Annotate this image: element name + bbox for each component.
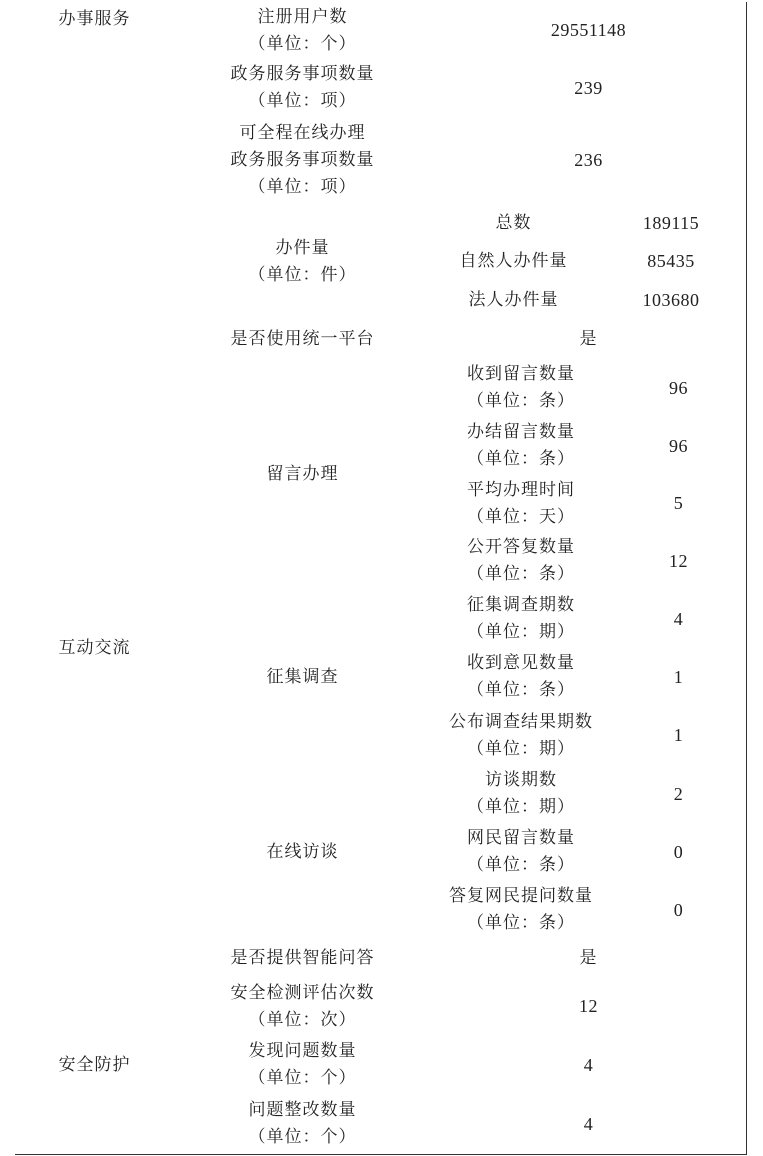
cell-text: 是 <box>579 947 598 968</box>
cell-text: （单位：条） <box>467 855 575 875</box>
cell-text: （单位：个） <box>248 1127 357 1147</box>
cell-text: 法人办件量 <box>468 290 559 310</box>
cell-text: （单位：项） <box>248 91 357 111</box>
cell-text: 是否提供智能问答 <box>230 947 375 968</box>
cell-text: 4 <box>583 1113 594 1134</box>
cell-text: （单位：期） <box>467 738 575 759</box>
cell-text: （单位：条） <box>467 913 575 933</box>
cell-text: 安全防护 <box>58 1055 131 1075</box>
cell-text: （单位：期） <box>467 622 575 642</box>
messages-completed-value <box>611 417 747 476</box>
cell-text: 是 <box>579 329 598 349</box>
messages-public-replies-value <box>611 532 747 591</box>
cell-text: 4 <box>673 608 684 629</box>
cell-text: 0 <box>673 899 684 920</box>
cell-text: 29551148 <box>550 20 627 40</box>
cell-text: 公开答复数量 <box>467 537 575 557</box>
survey-results-value <box>611 706 747 766</box>
cell-text: 在线访谈 <box>266 841 339 862</box>
volume-total-label <box>431 204 597 243</box>
interview-answers-value <box>611 881 747 940</box>
cell-text: 是否使用统一平台 <box>230 329 375 349</box>
cell-text: （单位：项） <box>248 177 357 197</box>
interview-periods-value <box>611 765 747 824</box>
cell-text: 可全程在线办理 <box>239 123 366 143</box>
service-items-value <box>431 59 747 118</box>
volume-natural-label <box>431 242 597 282</box>
smart-qa-value <box>431 939 747 978</box>
cell-text: 189115 <box>642 212 700 233</box>
survey-opinions-label <box>431 648 612 707</box>
interview-netizen-msgs-value <box>611 823 747 882</box>
section-interaction-title <box>15 320 175 978</box>
volume-label <box>174 204 432 321</box>
online-items-label <box>174 117 432 205</box>
cell-text: 办件量 <box>275 238 330 258</box>
cell-text: 访谈期数 <box>485 770 557 790</box>
cell-text: 收到意见数量 <box>467 653 575 673</box>
cell-text: 办事服务 <box>58 9 131 29</box>
volume-legal-value <box>596 281 747 321</box>
cell-text: 政务服务事项数量 <box>230 64 375 84</box>
registered-users-value <box>431 2 747 60</box>
issues-fixed-value <box>431 1094 747 1155</box>
volume-legal-label <box>431 281 597 321</box>
cell-text: 发现问题数量 <box>248 1041 357 1061</box>
messages-avg-time-label <box>431 475 612 533</box>
cell-text: （单位：个） <box>248 33 357 54</box>
cell-text: （单位：条） <box>467 564 575 584</box>
cell-text: 安全检测评估次数 <box>230 982 375 1003</box>
section-affairs-title <box>15 2 175 321</box>
messages-received-label <box>431 359 612 418</box>
survey-results-label <box>431 706 612 766</box>
cell-text: 征集调查 <box>266 667 339 687</box>
cell-text: （单位：天） <box>467 506 575 527</box>
volume-total-value <box>596 204 747 243</box>
survey-periods-value <box>611 590 747 649</box>
messages-group-title <box>174 359 432 591</box>
cell-text: 1 <box>673 725 684 745</box>
cell-text: 12 <box>669 550 688 571</box>
cell-text: 网民留言数量 <box>467 828 575 848</box>
cell-text: 互动交流 <box>58 638 131 658</box>
smart-qa-label <box>174 939 432 978</box>
issues-found-label <box>174 1036 432 1095</box>
cell-text: 12 <box>579 996 598 1016</box>
assessments-value <box>431 977 747 1037</box>
survey-opinions-value <box>611 648 747 707</box>
registered-users-label <box>174 2 432 60</box>
cell-text: 政务服务事项数量 <box>230 150 375 170</box>
issues-found-value <box>431 1036 747 1095</box>
service-items-label <box>174 59 432 118</box>
cell-text: 103680 <box>642 290 700 310</box>
cell-text: 5 <box>673 493 684 513</box>
cell-text: 0 <box>673 841 684 862</box>
interview-periods-label <box>431 765 612 824</box>
interview-group-title <box>174 765 432 940</box>
cell-text: 平均办理时间 <box>467 479 575 500</box>
interview-answers-label <box>431 881 612 940</box>
volume-natural-value <box>596 242 747 282</box>
cell-text: （单位：件） <box>248 265 357 285</box>
cell-text: 征集调查期数 <box>467 595 575 615</box>
assessments-label <box>174 977 432 1037</box>
messages-avg-time-value <box>611 475 747 533</box>
cell-text: （单位：个） <box>248 1068 357 1088</box>
messages-public-replies-label <box>431 532 612 591</box>
cell-text: 答复网民提问数量 <box>449 886 593 906</box>
messages-received-value <box>611 359 747 418</box>
cell-text: 4 <box>583 1054 594 1075</box>
cell-text: （单位：次） <box>248 1009 357 1030</box>
cell-text: 85435 <box>647 251 695 271</box>
cell-text: （单位：期） <box>467 797 575 817</box>
cell-text: 2 <box>673 783 684 804</box>
cell-text: （单位：条） <box>467 391 575 411</box>
section-security-title <box>15 977 175 1155</box>
survey-periods-label <box>431 590 612 649</box>
cell-text: 自然人办件量 <box>459 251 568 271</box>
cell-text: 问题整改数量 <box>248 1100 357 1120</box>
messages-completed-label <box>431 417 612 476</box>
cell-text: 236 <box>574 150 603 170</box>
cell-text: 96 <box>669 435 688 456</box>
cell-text: 总数 <box>495 212 532 233</box>
cell-text: 96 <box>669 377 688 398</box>
cell-text: 公布调查结果期数 <box>449 711 593 732</box>
survey-group-title <box>174 590 432 766</box>
cell-text: 注册用户数 <box>257 6 348 27</box>
cell-text: 1 <box>673 666 684 687</box>
cell-text: 239 <box>574 77 603 98</box>
cell-text: 收到留言数量 <box>467 364 575 384</box>
issues-fixed-label <box>174 1094 432 1155</box>
online-items-value <box>431 117 747 205</box>
unified-platform-label <box>174 320 432 360</box>
unified-platform-value <box>431 320 747 360</box>
cell-text: 留言办理 <box>266 464 339 484</box>
interview-netizen-msgs-label <box>431 823 612 882</box>
cell-text: 办结留言数量 <box>467 422 575 442</box>
cell-text: （单位：条） <box>467 680 575 700</box>
cell-text: （单位：条） <box>467 449 575 469</box>
